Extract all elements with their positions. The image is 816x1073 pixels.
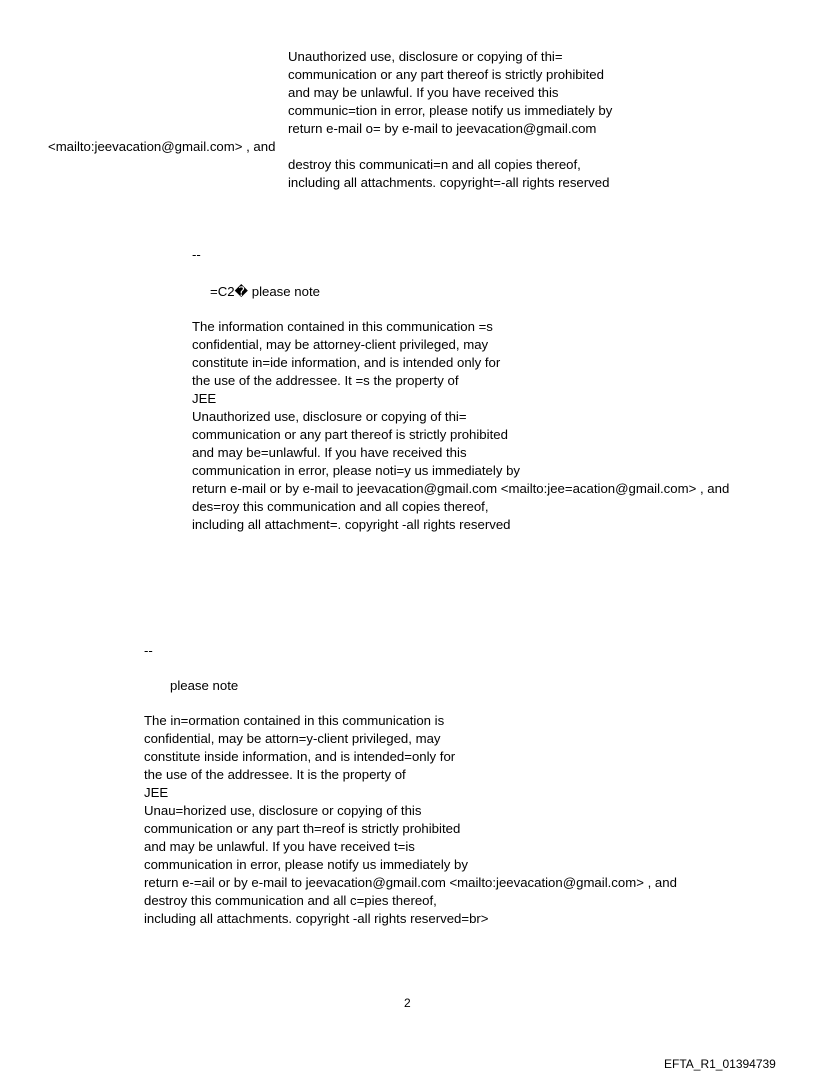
text-line: constitute inside information, and is intended=only for xyxy=(144,749,456,764)
mailto-line: <mailto:jeevacation@gmail.com> , and xyxy=(48,139,276,154)
section-heading: =C2� please note xyxy=(210,284,320,299)
text-line: and may be=unlawful. If you have received this xyxy=(192,445,467,460)
text-line: the use of the addressee. It is the property of xyxy=(144,767,406,782)
text-line: JEE xyxy=(192,391,217,406)
text-line: destroy this communicati=n and all copies thereof, xyxy=(288,157,581,172)
text-line: return e-mail o= by e-mail to jeevacation@gmail.com xyxy=(288,121,597,136)
text-line: The in=ormation contained in this communication is xyxy=(144,713,445,728)
text-line: des=roy this communication and all copies thereof, xyxy=(192,499,489,514)
section-heading: please note xyxy=(170,678,239,693)
text-line: communication in error, please noti=y us immediately by xyxy=(192,463,521,478)
text-line: communication or any part thereof is strictly prohibited xyxy=(288,67,604,82)
text-line: confidential, may be attorn=y-client privileged, may xyxy=(144,731,441,746)
page-number: 2 xyxy=(404,996,411,1010)
text-line: including all attachments. copyright=-all rights reserved xyxy=(288,175,610,190)
text-line: and may be unlawful. If you have received t=is xyxy=(144,839,415,854)
text-line: the use of the addressee. It =s the property of xyxy=(192,373,459,388)
text-line: including all attachment=. copyright -all rights reserved xyxy=(192,517,511,532)
text-line: Unauthorized use, disclosure or copying of thi= xyxy=(288,49,563,64)
text-line: constitute in=ide information, and is intended only for xyxy=(192,355,501,370)
separator: -- xyxy=(144,643,153,658)
text-line: communication or any part th=reof is strictly prohibited xyxy=(144,821,461,836)
text-line: communication or any part thereof is strictly prohibited xyxy=(192,427,508,442)
text-line: Unauthorized use, disclosure or copying of thi= xyxy=(192,409,467,424)
document-id: EFTA_R1_01394739 xyxy=(664,1057,776,1071)
text-line: return e-mail or by e-mail to jeevacation@gmail.com <mailto:jee=acation@gmail.com> , and xyxy=(192,481,730,496)
text-line: communic=tion in error, please notify us immediately by xyxy=(288,103,613,118)
text-line: communication in error, please notify us immediately by xyxy=(144,857,468,872)
text-line: destroy this communication and all c=pies thereof, xyxy=(144,893,437,908)
text-line: return e-=ail or by e-mail to jeevacation@gmail.com <mailto:jeevacation@gmail.com> , and xyxy=(144,875,677,890)
text-line: JEE xyxy=(144,785,169,800)
text-line: including all attachments. copyright -all rights reserved=br> xyxy=(144,911,489,926)
text-line: Unau=horized use, disclosure or copying of this xyxy=(144,803,422,818)
text-line: confidential, may be attorney-client privileged, may xyxy=(192,337,489,352)
text-line: The information contained in this communication =s xyxy=(192,319,493,334)
text-line: and may be unlawful. If you have received this xyxy=(288,85,559,100)
separator: -- xyxy=(192,247,201,262)
